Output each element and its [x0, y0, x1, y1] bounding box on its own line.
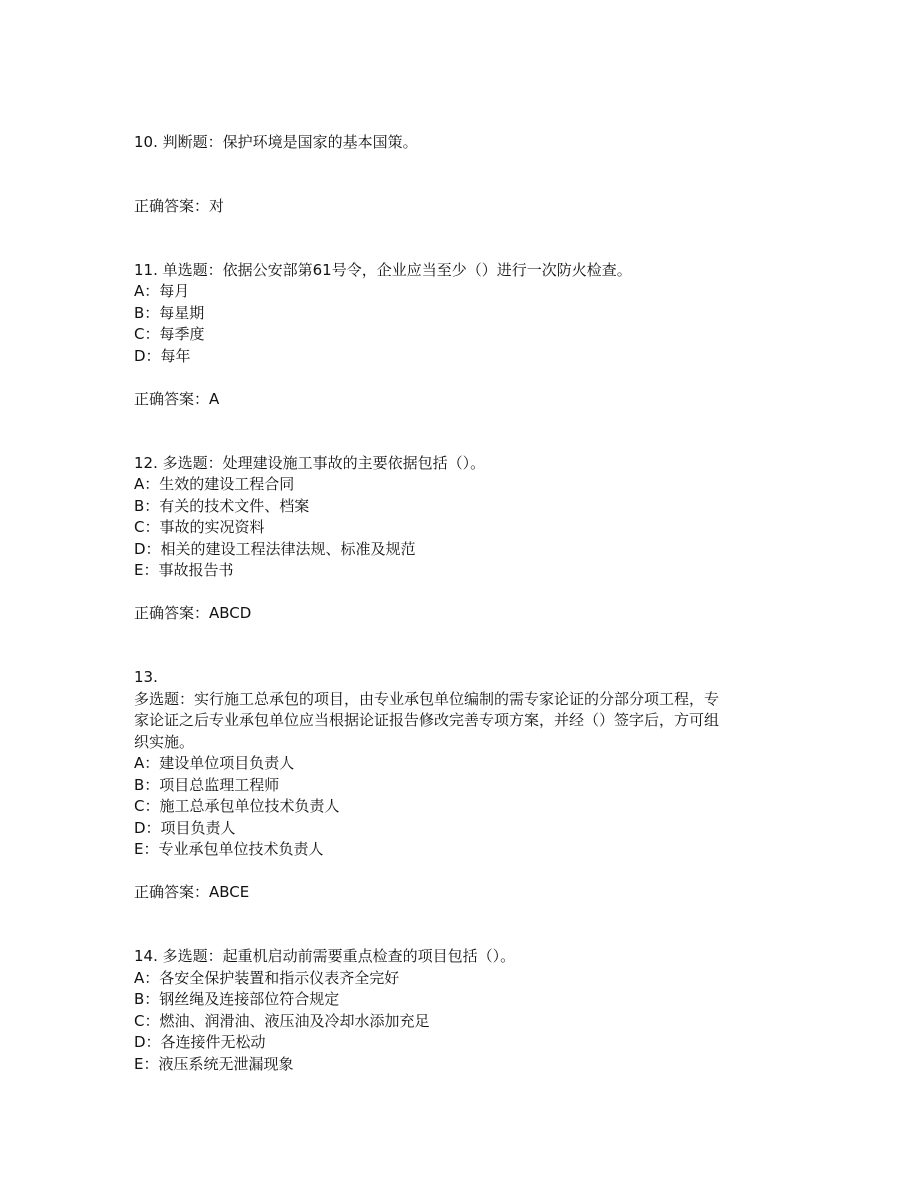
question-13-option-e: E：专业承包单位技术负责人 [134, 840, 324, 858]
question-12-option-c: C：事故的实况资料 [134, 518, 265, 536]
question-13-option-c: C：施工总承包单位技术负责人 [134, 797, 340, 815]
question-12-option-e: E：事故报告书 [134, 561, 234, 579]
question-13-stem-line-1: 多选题：实行施工总承包的项目，由专业承包单位编制的需专家论证的分部分项工程，专 [134, 690, 720, 708]
question-11-answer: 正确答案：A [134, 390, 220, 408]
question-13-answer: 正确答案：ABCE [134, 883, 250, 901]
question-13-number: 13. [134, 668, 158, 686]
question-13-stem-line-3: 织实施。 [134, 733, 195, 751]
question-13-option-b: B：项目总监理工程师 [134, 776, 280, 794]
question-13-option-a: A：建设单位项目负责人 [134, 754, 295, 772]
question-11-option-b: B：每星期 [134, 304, 205, 322]
question-14-option-c: C：燃油、润滑油、液压油及冷却水添加充足 [134, 1012, 430, 1030]
question-14-stem: 14. 多选题：起重机启动前需要重点检查的项目包括（）。 [134, 947, 516, 965]
question-13-option-d: D：项目负责人 [134, 819, 236, 837]
question-14-option-b: B：钢丝绳及连接部位符合规定 [134, 990, 340, 1008]
question-12-option-d: D：相关的建设工程法律法规、标准及规范 [134, 540, 416, 558]
question-14-option-d: D：各连接件无松动 [134, 1033, 266, 1051]
question-12-answer: 正确答案：ABCD [134, 604, 252, 622]
question-11-option-a: A：每月 [134, 282, 190, 300]
question-12-option-a: A：生效的建设工程合同 [134, 475, 295, 493]
question-14-option-a: A：各安全保护装置和指示仪表齐全完好 [134, 969, 400, 987]
question-11-stem: 11. 单选题：依据公安部第61号令，企业应当至少（）进行一次防火检查。 [134, 261, 632, 279]
question-10-answer: 正确答案：对 [134, 197, 225, 215]
question-12-stem: 12. 多选题：处理建设施工事故的主要依据包括（）。 [134, 454, 486, 472]
question-11-option-c: C：每季度 [134, 325, 205, 343]
question-11-option-d: D：每年 [134, 347, 191, 365]
question-10-stem: 10. 判断题：保护环境是国家的基本国策。 [134, 133, 418, 151]
question-12-option-b: B：有关的技术文件、档案 [134, 497, 310, 515]
question-14-option-e: E：液压系统无泄漏现象 [134, 1055, 294, 1073]
question-13-stem-line-2: 家论证之后专业承包单位应当根据论证报告修改完善专项方案，并经（）签字后，方可组 [134, 711, 720, 729]
